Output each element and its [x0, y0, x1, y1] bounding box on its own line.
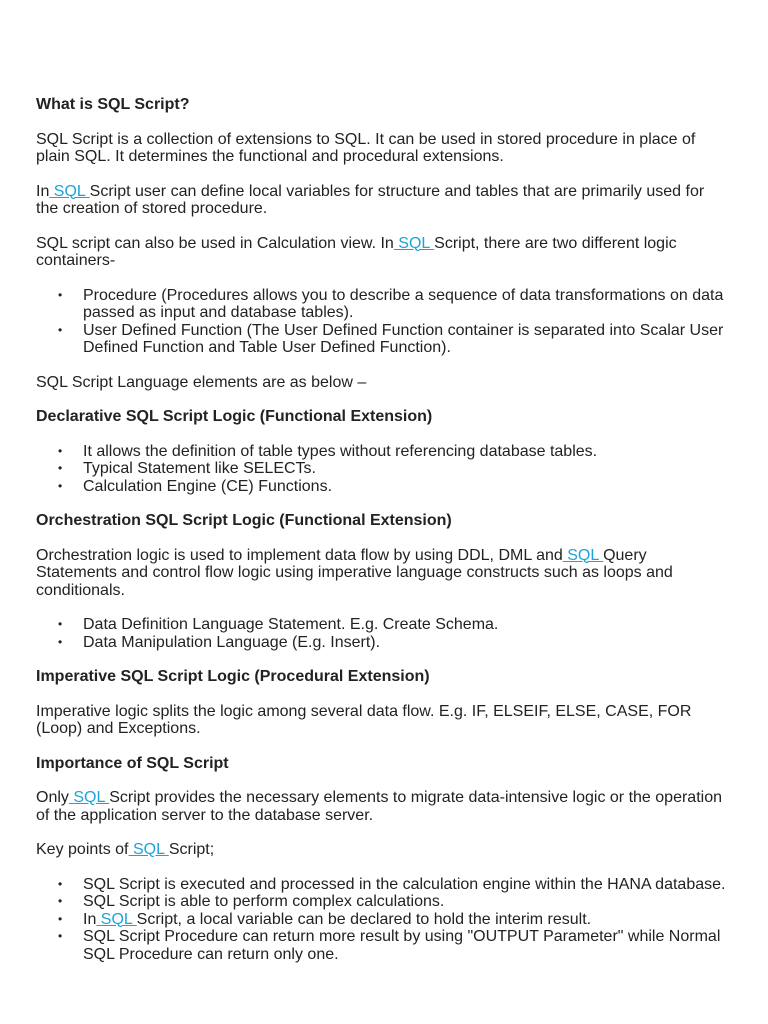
paragraph-orchestration: [36, 547, 726, 600]
text-segment: Script, there are two different logic containers-: [36, 234, 677, 269]
sql-link[interactable]: SQL: [562, 546, 604, 564]
sql-link[interactable]: SQL: [96, 910, 137, 928]
text-segment: Orchestration logic is used to implement data flow by using DDL, DML and: [36, 546, 563, 564]
list-item: [83, 911, 726, 929]
paragraph-imperative: Imperative logic splits the logic among several data flow. E.g. IF, ELSEIF, ELSE, CASE, FOR (Loop) and Exceptions.: [36, 702, 692, 737]
list-item: • Typical Statement like SELECTs.: [83, 460, 726, 478]
heading-importance: Importance of SQL Script: [36, 754, 229, 772]
list-item: • It allows the definition of table types without referencing database tables.: [83, 443, 726, 461]
heading-declarative: Declarative SQL Script Logic (Functional Extension): [36, 408, 433, 425]
list-logic-containers: [36, 287, 726, 357]
list-item: • SQL Script Procedure can return more result by using "OUTPUT Parameter" while Normal SQL Procedure can return only one.: [83, 928, 726, 963]
paragraph-importance: [36, 789, 726, 824]
paragraph-language-elements: SQL Script Language elements are as below –: [36, 373, 367, 391]
list-key-points: [36, 876, 726, 964]
paragraph-calculation-view: [36, 235, 726, 270]
text-segment: Only: [36, 789, 69, 806]
heading-what-is-sql-script: What is SQL Script?: [36, 96, 190, 113]
paragraph-key-points: [36, 841, 726, 859]
sql-link[interactable]: SQL: [49, 182, 90, 200]
text-segment: In: [83, 910, 97, 928]
text-segment: Script;: [168, 841, 215, 858]
text-segment: SQL script can also be used in Calculation view. In: [36, 234, 394, 252]
text-segment: Query Statements and control flow logic using imperative language constructs such as loops and conditionals.: [36, 546, 673, 599]
list-orchestration: [36, 616, 726, 651]
article-body: [36, 96, 726, 963]
list-item: • SQL Script is executed and processed in the calculation engine within the HANA database.: [83, 876, 726, 894]
text-segment: Key points of: [36, 841, 129, 858]
list-item: • SQL Script is able to perform complex calculations.: [83, 893, 726, 911]
sql-link[interactable]: SQL: [393, 234, 435, 252]
text-segment: Script user can define local variables for structure and tables that are primarily used for the creation of stored procedure.: [36, 182, 705, 217]
heading-orchestration: Orchestration SQL Script Logic (Functional Extension): [36, 512, 452, 529]
list-item: • Procedure (Procedures allows you to describe a sequence of data transformations on data passed as input and database tables).: [83, 287, 726, 322]
list-item: • Calculation Engine (CE) Functions.: [83, 478, 726, 496]
list-declarative: [36, 443, 726, 496]
text-segment: In: [36, 182, 50, 200]
text-segment: Script, a local variable can be declared to hold the interim result.: [136, 910, 592, 928]
heading-imperative: Imperative SQL Script Logic (Procedural Extension): [36, 668, 430, 685]
paragraph-local-variables: [36, 183, 726, 218]
text-segment: Script provides the necessary elements to migrate data-intensive logic or the operation of the application server to the database server.: [36, 789, 722, 824]
list-item: • User Defined Function (The User Defined Function container is separated into Scalar User Defined Function and Table User Defined Function).: [83, 322, 726, 357]
paragraph-intro: SQL Script is a collection of extensions to SQL. It can be used in stored procedure in place of plain SQL. It determines the functional and procedural extensions.: [36, 130, 696, 165]
list-item: • Data Definition Language Statement. E.g. Create Schema.: [83, 616, 726, 634]
sql-link[interactable]: SQL: [128, 841, 169, 858]
list-item: • Data Manipulation Language (E.g. Insert).: [83, 634, 726, 652]
sql-link[interactable]: SQL: [68, 789, 110, 806]
